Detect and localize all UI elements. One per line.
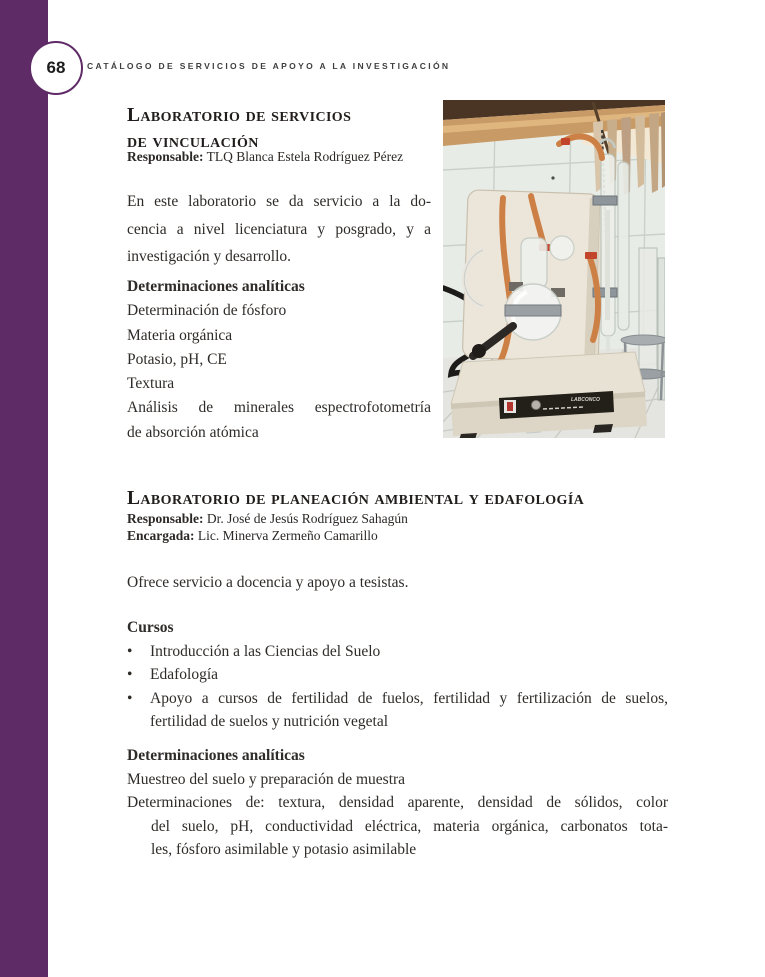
responsable-line <box>127 148 447 165</box>
section-title-edafologia: Laboratorio de planeación ambiental y edafología <box>127 488 585 509</box>
intro-line: Ofrece servicio a docencia y apoyo a tesistas. <box>127 574 409 591</box>
determinaciones-line: Muestreo del suelo y preparación de muestra <box>127 770 406 788</box>
determinaciones-line: del suelo, pH, conductividad eléctrica, materia orgánica, carbonatos tota- <box>151 817 668 835</box>
determinaciones-item: de absorción atómica <box>127 423 259 441</box>
responsables-block <box>127 510 668 544</box>
page-number: 68 <box>46 58 66 77</box>
page-number-badge <box>29 41 83 95</box>
determinaciones-item: Determinación de fósforo <box>127 302 287 320</box>
encargada-value: Lic. Minerva Zermeño Camarillo <box>194 528 378 543</box>
determinaciones-block <box>127 275 431 445</box>
responsable-value: Dr. José de Jesús Rodríguez Sahagún <box>203 511 408 526</box>
paragraph-line: cencia a nivel licenciatura y posgrado, y a <box>127 220 431 238</box>
responsable-label: Responsable: <box>127 149 204 164</box>
curso-item-text: Introducción a las Ciencias del Suelo <box>150 642 381 660</box>
determinaciones-line: Determinaciones de: textura, densidad aparente, densidad de sólidos, color <box>127 794 668 811</box>
bullet-icon: • <box>127 642 133 660</box>
left-accent-band <box>0 0 48 977</box>
encargada-label: Encargada: <box>127 528 195 543</box>
curso-item-text <box>150 687 668 734</box>
section-title-line: Laboratorio de servicios <box>127 105 352 126</box>
encargada-line <box>127 527 668 544</box>
determinaciones-heading: Determinaciones analíticas <box>127 747 305 764</box>
determinaciones-heading: Determinaciones analíticas <box>127 278 305 295</box>
bullet-icon: • <box>127 689 133 707</box>
bullet-icon: • <box>127 666 133 683</box>
lab-equipment-photo <box>443 100 665 438</box>
paragraph-line: En este laboratorio se da servicio a la do- <box>127 193 431 210</box>
determinaciones-block <box>127 744 668 862</box>
cursos-block <box>127 616 668 734</box>
curso-item <box>127 687 668 734</box>
lab-equipment-photo-graphic <box>443 100 665 438</box>
section-title-line: de vinculación <box>127 131 259 152</box>
cursos-heading: Cursos <box>127 619 174 636</box>
curso-item <box>127 663 668 687</box>
curso-item <box>127 640 668 664</box>
curso-item-text: Edafología <box>150 666 219 683</box>
determinaciones-line: les, fósforo asimilable y potasio asimilable <box>151 841 417 858</box>
responsable-value: TLQ Blanca Estela Rodríguez Pérez <box>203 149 404 164</box>
responsable-line <box>127 510 668 527</box>
curso-item-line: fertilidad de suelos y nutrición vegetal <box>150 713 389 730</box>
determinaciones-item: Materia orgánica <box>127 326 233 344</box>
determinaciones-item: Análisis de minerales espectrofotometría <box>127 399 431 417</box>
intro-paragraph <box>127 188 431 271</box>
determinaciones-item: Textura <box>127 375 175 393</box>
determinaciones-item: Potasio, pH, CE <box>127 350 227 368</box>
curso-item-line: Apoyo a cursos de fertilidad de fuelos, fertilidad y fertilización de suelos, <box>150 689 668 707</box>
paragraph-line: investigación y desarrollo. <box>127 248 291 265</box>
device-brand-label: LABCONCO <box>571 397 600 403</box>
responsable-label: Responsable: <box>127 511 204 526</box>
running-header: CATÁLOGO DE SERVICIOS DE APOYO A LA INVESTIGACIÓN <box>87 61 451 71</box>
